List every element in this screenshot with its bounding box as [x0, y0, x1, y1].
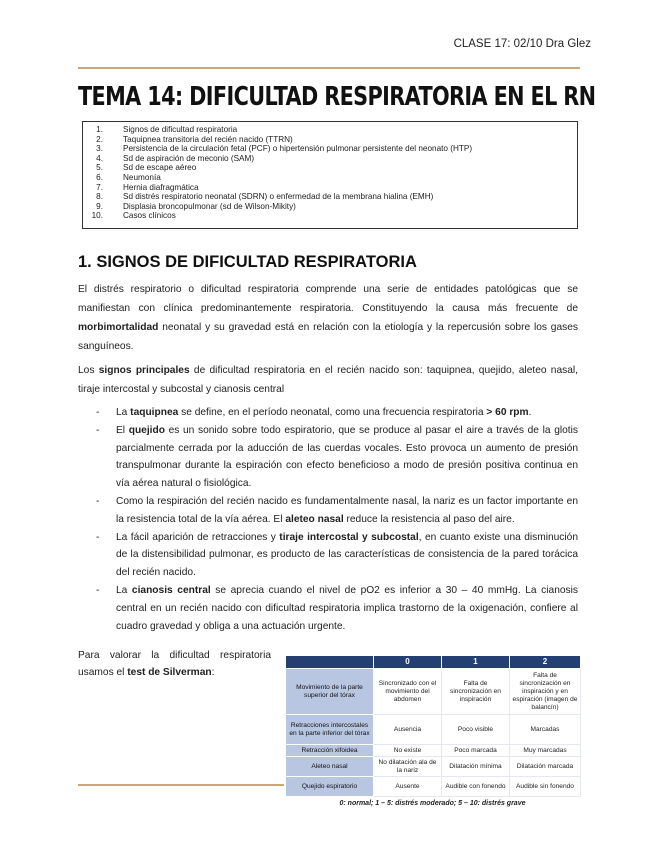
toc-text: Sd de escape aéreo — [123, 163, 197, 173]
list-item — [78, 493, 578, 529]
table-cell: Sincronizado con el movimiento del abdomen — [374, 669, 442, 715]
table-cell: Falta de sincronización en inspiración — [442, 669, 510, 715]
bullet-dash: - — [96, 584, 100, 596]
row-label: Retracciones intercostales en la parte inferior del tórax — [286, 715, 374, 745]
table-header-cell — [286, 656, 374, 669]
table-header-cell: 1 — [442, 656, 510, 669]
table-caption: 0: normal; 1 – 5: distrés moderado; 5 – 10: distrés grave — [339, 800, 526, 807]
text-run: Los — [78, 365, 99, 376]
toc-text: Sd distrés respiratorio neonatal (SDRN) o enfermedad de la membrana hialina (EMH) — [123, 192, 434, 202]
toc-number: 1. — [96, 125, 103, 134]
class-info: CLASE 17: 02/10 Dra Glez — [453, 38, 591, 50]
bullet-text: El quejido es un sonido sobre todo espiratorio, que se produce al pasar el aire a través de la glotis parcialmente cerrada por la aducción de las cuerdas vocales. Esto provoca un aumento de presión transpulmonar durante la espiración con efecto beneficioso a modo de presión positiva continua en vía aérea natural o fisiológica. — [116, 424, 578, 490]
toc-number: 5. — [96, 163, 103, 173]
table-cell: Poco marcada — [442, 745, 510, 757]
table-cell: Poco visible — [442, 715, 510, 745]
bullet-text: La taquipnea se define, en el período neonatal, como una frecuencia respiratoria > 60 rpm. — [116, 407, 532, 418]
row-label: Movimiento de la parte superior del tórax — [286, 669, 374, 715]
table-row — [286, 669, 581, 715]
bold-term: morbimortalidad — [78, 322, 159, 333]
table-row — [286, 715, 581, 745]
section-heading: 1. SIGNOS DE DIFICULTAD RESPIRATORIA — [78, 253, 417, 271]
list-item — [78, 422, 578, 493]
toc-text: Taquipnea transitoria del recién nacido (TTRN) — [123, 134, 293, 144]
table-header-cell: 2 — [510, 656, 581, 669]
page-title: TEMA 14: DIFICULTAD RESPIRATORIA EN EL RN — [78, 82, 596, 112]
bullet-dash: - — [96, 407, 100, 418]
table-cell: Falta de sincronización en inspiración y en espiración (imagen de balancín) — [510, 669, 581, 715]
toc-number: 2. — [96, 134, 103, 144]
text-run: de dificultad respiratoria en el recién nacido son: taquipnea, quejido, aleteo nasal, tiraje intercostal y subcostal y cianosis central — [78, 365, 578, 395]
table-cell: Ausente — [374, 777, 442, 797]
table-of-contents — [82, 121, 578, 229]
table-cell: No dilatación ala de la nariz — [374, 757, 442, 777]
footer-divider — [78, 784, 284, 786]
table-header-row — [286, 656, 581, 669]
bullet-text: La cianosis central se aprecia cuando el nivel de pO2 es inferior a 30 – 40 mmHg. La cianosis central en un recién nacido con dificultad respiratoria implica trastorno de la oxigenación, confiere al cuadro gravedad y obliga a una actuación urgente. — [116, 584, 578, 632]
table-cell: Audible con fonendo — [442, 777, 510, 797]
toc-item — [83, 173, 577, 183]
toc-number: 9. — [96, 201, 103, 211]
bullet-text: Como la respiración del recién nacido es fundamentalmente nasal, la nariz es un factor importante en la resistencia total de la vía aérea. El aleteo nasal reduce la resistencia al paso del aire. — [116, 495, 578, 525]
bold-term: signos principales — [98, 365, 190, 376]
toc-item — [83, 211, 577, 221]
toc-text: Casos clínicos — [123, 211, 176, 221]
header-divider — [78, 67, 580, 69]
table-cell: Dilatación mínima — [442, 757, 510, 777]
toc-text: Neumonía — [123, 172, 161, 182]
signs-list — [78, 404, 578, 635]
list-item — [78, 404, 578, 422]
toc-text: Signos de dificultad respiratoria — [123, 125, 238, 134]
row-label: Quejido espiratorio — [286, 777, 374, 797]
toc-text: Hernia diafragmática — [123, 182, 199, 192]
signs-paragraph — [78, 361, 578, 399]
table-cell: Dilatación marcada — [510, 757, 581, 777]
toc-number: 10. — [91, 211, 103, 221]
bullet-dash: - — [96, 531, 100, 543]
toc-number: 4. — [96, 153, 103, 163]
toc-text: Persistencia de la circulación fetal (PCF) o hipertensión pulmonar persistente del neonato (HTP) — [123, 144, 473, 154]
toc-number: 7. — [96, 182, 103, 192]
toc-number: 8. — [96, 192, 103, 202]
bullet-dash: - — [96, 495, 100, 507]
toc-item — [83, 183, 577, 193]
bullet-dash: - — [96, 424, 100, 436]
toc-item — [83, 202, 577, 212]
silverman-intro: Para valorar la dificultad respiratoria usamos el test de Silverman: — [78, 650, 271, 678]
bold-term: test de Silverman — [127, 667, 212, 678]
text-run: El distrés respiratorio o dificultad respiratoria comprende una serie de entidades patológicas que se manifiestan con clínica predominantemente respiratoria. Constituyendo la causa más frecuente de — [78, 284, 578, 314]
toc-item — [83, 135, 577, 145]
table-row — [286, 745, 581, 757]
text-run: neonatal y su gravedad está en relación con la etiología y la repercusión sobre los gases sanguíneos. — [78, 322, 578, 352]
table-cell: Ausencia — [374, 715, 442, 745]
row-label: Aleteo nasal — [286, 757, 374, 777]
toc-item — [83, 154, 577, 164]
table-header-cell: 0 — [374, 656, 442, 669]
list-item — [78, 529, 578, 582]
silverman-table — [285, 655, 581, 797]
row-label: Retracción xifoidea — [286, 745, 374, 757]
list-item — [78, 582, 578, 635]
toc-item — [83, 163, 577, 173]
toc-item — [83, 192, 577, 202]
intro-paragraph — [78, 280, 578, 356]
toc-number: 6. — [96, 172, 103, 182]
toc-item — [83, 125, 577, 135]
table-cell: Muy marcadas — [510, 745, 581, 757]
toc-item — [83, 144, 577, 154]
table-cell: Audible sin fonendo — [510, 777, 581, 797]
table-cell: Marcadas — [510, 715, 581, 745]
toc-text: Sd de aspiración de meconio (SAM) — [123, 153, 255, 163]
toc-text: Displasia broncopulmonar (sd de Wilson-Mikity) — [123, 201, 296, 211]
table-row — [286, 757, 581, 777]
bullet-text: La fácil aparición de retracciones y tiraje intercostal y subcostal, en cuanto existe una disminución de la distensibilidad pulmonar, es producto de las características de consistencia de la pared torácica del recién nacido. — [116, 531, 578, 579]
toc-number: 3. — [96, 144, 103, 154]
table-row — [286, 777, 581, 797]
table-cell: No existe — [374, 745, 442, 757]
